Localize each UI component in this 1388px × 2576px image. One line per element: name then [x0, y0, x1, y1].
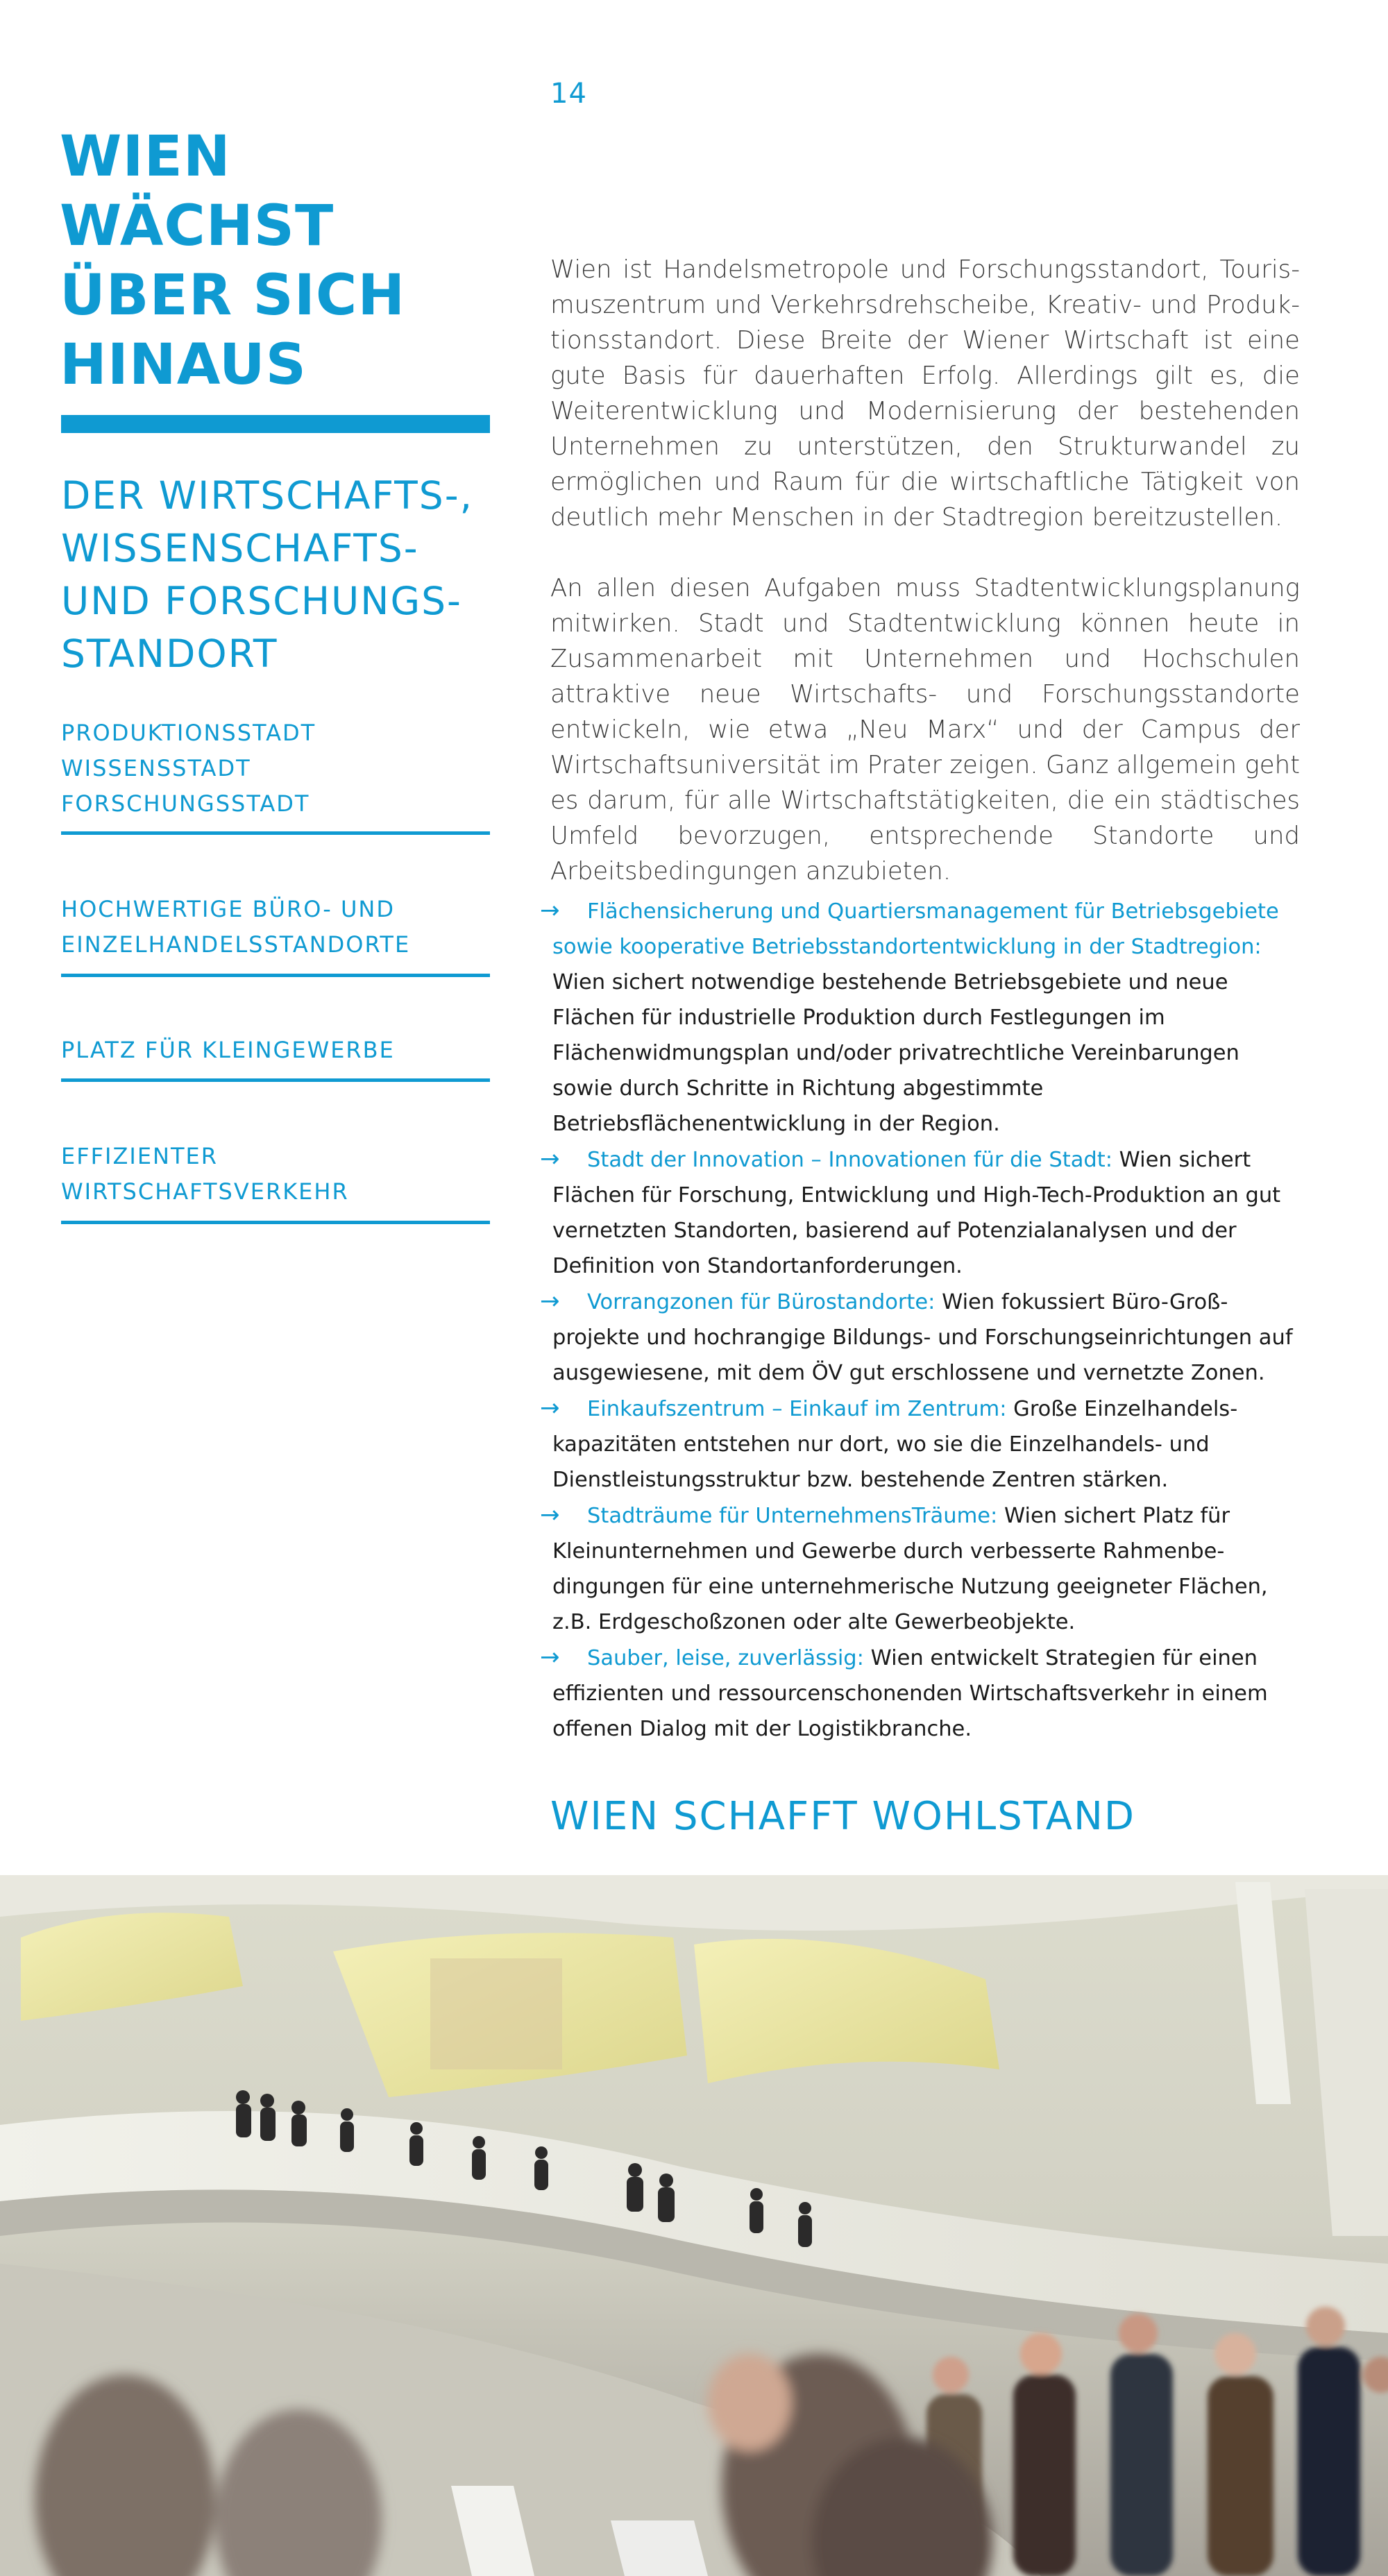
topic-label: PLATZ FÜR KLEINGEWERBE: [61, 1037, 395, 1063]
intro-paragraph: Wien ist Handelsmetropole und Forschungsstandort, Tourismuszentrum und Verkehrsdrehscheibe, Kreativ- und Produktionsstandort. Diese Breite der Wiener Wirtschaft ist eine gute Basis für dauerhaften Erfolg. Allerdings gilt es, die Weiterentwicklung und Modernisierung der bestehenden Unternehmen zu unterstützen, den Strukturwandel zu ermöglichen und Raum für die wirtschaftliche Tätigkeit von deutlich mehr Menschen in der Stadtregion bereitzustellen.: [550, 255, 1300, 532]
section-subtitle: [61, 469, 505, 680]
list-item-text: Wien sichert notwendige bestehende Betriebsgebiete und neue Flächen für industrielle Produktion durch Festlegungen im Flächenwidmungsplan und/oder privatrechtliche Vereinbarungen sowie durch Schritte in Richtung abgestimmte Betriebsflächenentwicklung in der Region.: [552, 970, 1239, 1136]
topic-group-production: [61, 715, 490, 835]
list-item-text: Wien fokussiert Büro-Großprojekte und hochrangige Bildungs- und Forschungseinrichtungen auf ausgewiesene, mit dem ÖV gut erschlossene und vernetzte Zonen.: [552, 1290, 1293, 1385]
topic-label: WISSENSSTADT: [61, 755, 251, 781]
section-subtitle-line: WISSENSCHAFTS-: [61, 526, 419, 570]
page-title-line: HINAUS: [60, 332, 307, 398]
topic-label: EINZELHANDELSSTANDORTE: [61, 931, 411, 958]
list-item: [540, 1391, 1303, 1498]
section-heading: WIEN SCHAFFT WOHLSTAND: [550, 1794, 1135, 1839]
page-title: [60, 122, 490, 400]
section-subtitle-line: UND FORSCHUNGS-: [61, 579, 462, 623]
list-item-text: Wien sichert Platz für Kleinunternehmen und Gewerbe durch verbesserte Rahmenbedingungen für eine unternehmerische Nutzung geeigneter Flächen, z.B. Erdgeschoßzonen oder alte Gewerbeobjekte.: [552, 1504, 1268, 1634]
measures-list: [540, 893, 1303, 1747]
atrium-illustration: [0, 1875, 1388, 2576]
list-item-text: Wien entwickelt Strategien für einen effizienten und ressourcenschonenden Wirtschaftsverkehr in einem offenen Dialog mit der Logistikbranche.: [552, 1646, 1268, 1741]
list-item-lead: Stadt der Innovation – Innovationen für die Stadt:: [587, 1148, 1112, 1172]
section-subtitle-line: STANDORT: [61, 632, 278, 676]
list-item: [540, 1284, 1303, 1391]
atrium-photo: [0, 1875, 1388, 2576]
topic-label: HOCHWERTIGE BÜRO- UND: [61, 896, 395, 922]
section-subtitle-line: DER WIRTSCHAFTS-,: [61, 473, 474, 518]
page-title-line: WIEN: [60, 124, 231, 189]
list-item-lead: Einkaufszentrum – Einkauf im Zentrum:: [587, 1397, 1007, 1421]
list-item: [540, 1498, 1303, 1640]
topic-label: WIRTSCHAFTSVERKEHR: [61, 1178, 349, 1205]
title-divider: [61, 415, 490, 433]
list-item: [540, 1640, 1303, 1747]
topic-group-offices-retail: [61, 892, 490, 977]
arrow-right-icon: →: [540, 1643, 560, 1671]
arrow-right-icon: →: [540, 1287, 560, 1315]
topic-label: PRODUKTIONSSTADT: [61, 720, 316, 746]
arrow-right-icon: →: [540, 1501, 560, 1529]
list-item: [540, 1142, 1303, 1284]
page-title-line: ÜBER SICH: [60, 263, 406, 328]
topic-label: EFFIZIENTER: [61, 1143, 218, 1169]
list-item-lead: Sauber, leise, zuverlässig:: [587, 1646, 864, 1670]
list-item-text: Wien sichert Flächen für Forschung, Entwicklung und High-Tech-Produktion an gut vernetzten Standorten, basierend auf Potenzialanalysen und der Definition von Standortanforderungen.: [552, 1148, 1281, 1278]
arrow-right-icon: →: [540, 1145, 560, 1173]
page-title-line: WÄCHST: [60, 194, 335, 259]
list-item-text: Große Einzelhandelskapazitäten entstehen nur dort, wo sie die Einzelhandels- und Dienstleistungsstruktur bzw. bestehende Zentren stärken.: [552, 1397, 1238, 1492]
topic-label: FORSCHUNGSSTADT: [61, 790, 310, 817]
list-item-lead: Vorrangzonen für Bürostandorte:: [587, 1290, 936, 1314]
topic-group-commercial-traffic: [61, 1139, 490, 1224]
planning-paragraph: An allen diesen Aufgaben muss Stadtentwicklungsplanung mitwirken. Stadt und Stadtentwicklung können heute in Zusammenarbeit mit Unternehmen und Hochschulen attraktive neue Wirtschafts- und Forschungsstandorte entwickeln, wie etwa „Neu Marx“ und der Campus der Wirtschaftsuniversität im Prater zeigen. Ganz allgemein geht es darum, für alle Wirtschaftstätigkeiten, die ein städtisches Umfeld bevorzugen, entsprechende Standorte und Arbeitsbedingungen anzubieten.: [550, 574, 1300, 886]
list-item-lead: Stadträume für UnternehmensTräume:: [587, 1504, 998, 1528]
page-number: 14: [550, 78, 587, 110]
arrow-right-icon: →: [540, 897, 560, 924]
list-item: [540, 893, 1303, 1142]
list-item-lead: Flächensicherung und Quartiersmanagement für Betriebsgebiete sowie kooperative Betriebsstandortentwicklung in der Stadtregion:: [552, 899, 1279, 959]
topic-group-small-business: [61, 1033, 490, 1082]
arrow-right-icon: →: [540, 1394, 560, 1422]
